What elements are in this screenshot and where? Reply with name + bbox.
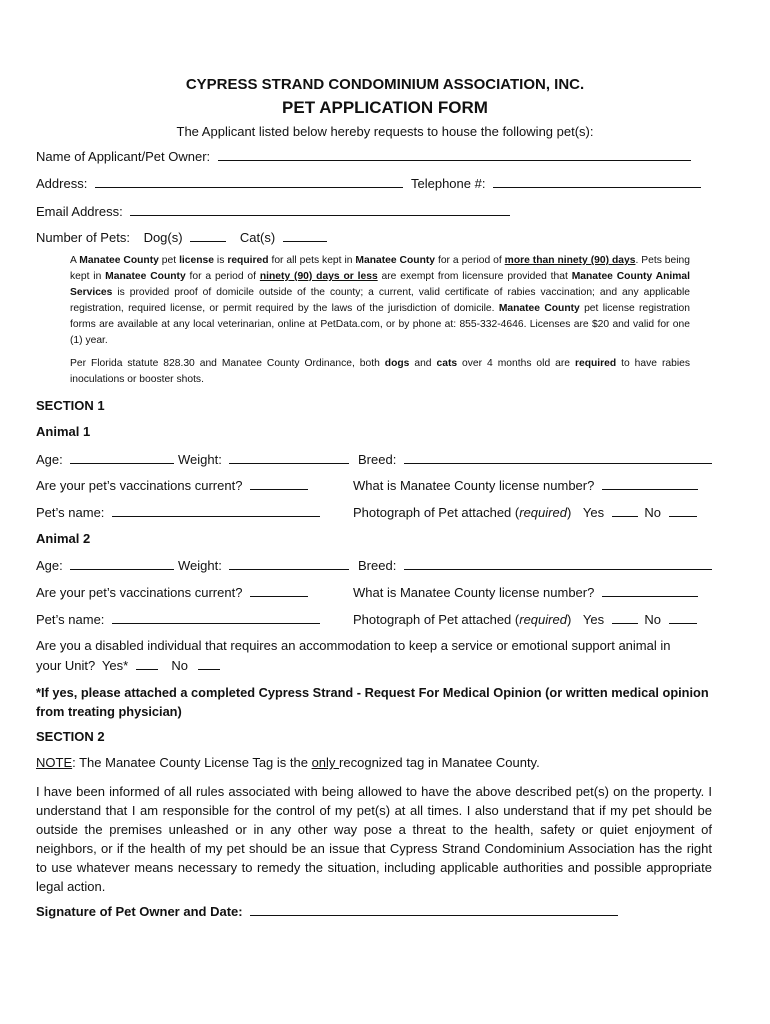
animal-1-license-row: [353, 477, 698, 493]
intro-text: The Applicant listed below hereby requests to house the following pet(s):: [176, 124, 594, 139]
animal-1-photo-no-field[interactable]: [669, 504, 697, 517]
telephone-row: [411, 175, 701, 191]
petname-label: Pet’s name:: [36, 505, 105, 520]
animal-2-heading: Animal 2: [36, 531, 91, 546]
dogs-count-field[interactable]: [190, 229, 226, 242]
animal-2-breed-row: [358, 557, 712, 573]
animal-1-petname-row: [36, 504, 320, 520]
animal-1-license-field[interactable]: [602, 477, 698, 490]
animal-2-license-row: [353, 584, 698, 600]
animal-1-vaccination-field[interactable]: [250, 477, 308, 490]
cats-label: Cat(s): [239, 230, 276, 245]
email-field[interactable]: [130, 203, 510, 216]
animal-1-petname-field[interactable]: [112, 504, 320, 517]
animal-2-photo-row: Photograph of Pet attached (required) Yes No: [353, 611, 697, 627]
weight-label: Weight:: [178, 452, 222, 467]
disabled-yes-field[interactable]: [136, 657, 158, 670]
animal-1-age-weight-row: [36, 451, 349, 467]
form-title: PET APPLICATION FORM: [282, 98, 488, 117]
license-label: What is Manatee County license number?: [353, 478, 595, 493]
telephone-label: Telephone #:: [411, 176, 486, 191]
signature-row: [36, 903, 618, 919]
number-of-pets-row: [36, 229, 327, 245]
section-2-heading: SECTION 2: [36, 729, 105, 744]
photo-yes-label: Yes: [582, 612, 605, 627]
photo-no-label: No: [644, 612, 661, 627]
email-label: Email Address:: [36, 204, 123, 219]
vaccination-label: Are your pet’s vaccinations current?: [36, 585, 243, 600]
animal-2-petname-field[interactable]: [112, 611, 320, 624]
breed-label: Breed:: [358, 558, 397, 573]
section-1-heading: SECTION 1: [36, 398, 105, 413]
applicant-name-label: Name of Applicant/Pet Owner:: [36, 149, 211, 164]
animal-1-photo-yes-field[interactable]: [612, 504, 638, 517]
breed-label: Breed:: [358, 452, 397, 467]
rabies-notice: Per Florida statute 828.30 and Manatee County Ordinance, both dogs and cats over 4 months old are required to have rabies inoculations or booster shots.: [70, 358, 690, 385]
disabled-no-field[interactable]: [198, 657, 220, 670]
disabled-question-line-2: your Unit? Yes* No: [36, 657, 220, 673]
animal-2-vaccination-field[interactable]: [250, 584, 308, 597]
animal-1-breed-row: [358, 451, 712, 467]
petname-label: Pet’s name:: [36, 612, 105, 627]
animal-2-photo-no-field[interactable]: [669, 611, 697, 624]
age-label: Age:: [36, 558, 63, 573]
address-row: [36, 175, 403, 191]
animal-2-age-weight-row: [36, 557, 349, 573]
animal-2-breed-field[interactable]: [404, 557, 712, 570]
animal-1-breed-field[interactable]: [404, 451, 712, 464]
weight-label: Weight:: [178, 558, 222, 573]
animal-1-photo-row: Photograph of Pet attached (required) Yes No: [353, 504, 697, 520]
dogs-label: Dog(s): [143, 230, 183, 245]
animal-1-heading: Animal 1: [36, 424, 91, 439]
animal-1-vaccination-row: [36, 477, 308, 493]
animal-2-vaccination-row: [36, 584, 308, 600]
animal-2-petname-row: [36, 611, 320, 627]
license-notice: A Manatee County pet license is required for all pets kept in Manatee County for a period of more than ninety (90) days. Pets being kept in Manatee County for a period of ninety (90) days or less are exempt from licensure provided that Manatee County Animal Services is provided proof of domicile outside of the county; a current, valid certificate of rabies vaccination; and any applicable registration, required license, or permit required by the laws of the jurisdiction of domicile. Manatee County pet license registration forms are available at any local veterinarian, online at PetData.com, or by phone at: 855-332-4646. Licenses are $20 and valid for one (1) year.: [70, 255, 690, 346]
animal-2-age-field[interactable]: [70, 557, 174, 570]
animal-2-weight-field[interactable]: [229, 557, 349, 570]
address-label: Address:: [36, 176, 88, 191]
applicant-name-row: [36, 148, 691, 164]
disabled-yes-label: Yes*: [101, 658, 129, 673]
cats-count-field[interactable]: [283, 229, 327, 242]
rules-acknowledgement-paragraph: I have been informed of all rules associated with being allowed to have the above described pet(s) on the property. I understand that I am responsible for the control of my pet(s) at all times. I also understand that if my pet should be outside the premises unleashed or in any other way pose a threat to the health, safety or quiet enjoyment of neighbors, or if the health of my pet should be an issue that Cypress Strand Condominium Association has the right to use whatever means necessary to remedy the situation, including applicable authorities and possible appropriate legal action.: [36, 784, 712, 894]
animal-1-age-field[interactable]: [70, 451, 174, 464]
animal-1-weight-field[interactable]: [229, 451, 349, 464]
medical-opinion-note: *If yes, please attached a completed Cypress Strand - Request For Medical Opinion (or written medical opinion from treating physician): [36, 685, 709, 719]
vaccination-label: Are your pet’s vaccinations current?: [36, 478, 243, 493]
signature-label: Signature of Pet Owner and Date:: [36, 904, 243, 919]
license-label: What is Manatee County license number?: [353, 585, 595, 600]
number-of-pets-label: Number of Pets:: [36, 230, 130, 245]
age-label: Age:: [36, 452, 63, 467]
email-row: [36, 203, 510, 219]
organization-name: CYPRESS STRAND CONDOMINIUM ASSOCIATION, INC.: [185, 76, 585, 93]
applicant-name-field[interactable]: [218, 148, 691, 161]
signature-field[interactable]: [250, 903, 618, 916]
photo-yes-label: Yes: [582, 505, 605, 520]
telephone-field[interactable]: [493, 175, 701, 188]
photo-no-label: No: [644, 505, 661, 520]
animal-2-license-field[interactable]: [602, 584, 698, 597]
address-field[interactable]: [95, 175, 403, 188]
license-tag-note: NOTE: The Manatee County License Tag is the only recognized tag in Manatee County.: [36, 755, 540, 770]
animal-2-photo-yes-field[interactable]: [612, 611, 638, 624]
disabled-question-line-1: Are you a disabled individual that requires an accommodation to keep a service or emotional support animal in: [36, 638, 671, 653]
disabled-no-label: No: [171, 658, 189, 673]
